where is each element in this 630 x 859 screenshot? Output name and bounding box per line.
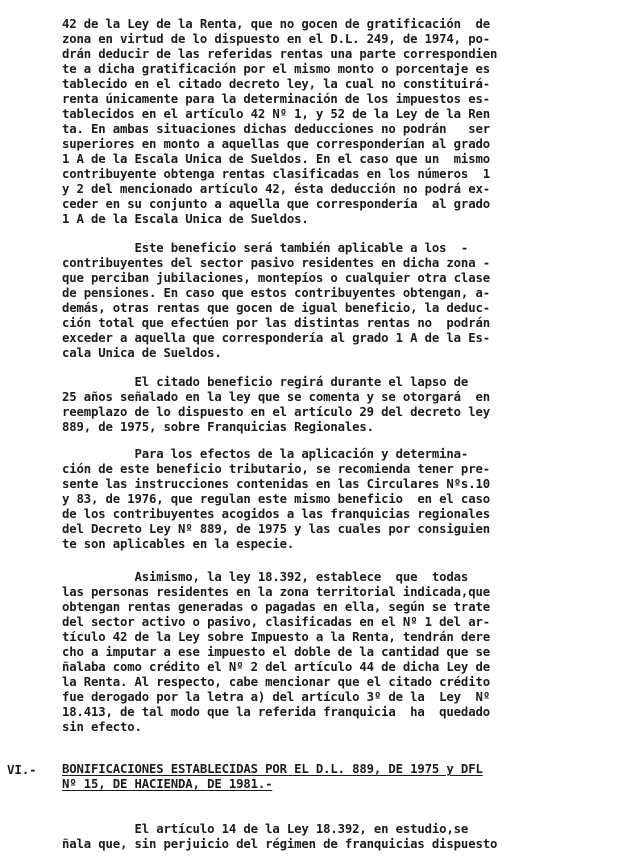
text-line: del Decreto Ley Nº 889, de 1975 y las cuales por consiguien	[62, 522, 490, 536]
section-number: VI.-	[7, 762, 37, 777]
text-line: la Renta. Al respecto, cabe mencionar que el citado crédito	[62, 675, 490, 689]
text-line: del sector activo o pasivo, clasificadas en el Nº 1 del ar-	[62, 615, 490, 629]
text-line: zona en virtud de lo dispuesto en el D.L. 249, de 1974, po-	[62, 32, 490, 46]
text-line: reemplazo de lo dispuesto en el artículo 29 del decreto ley	[62, 405, 490, 419]
text-line: ceder en su conjunto a aquella que correspondería al grado	[62, 197, 490, 211]
text-line: fue derogado por la letra a) del artículo 3º de la Ley Nº	[62, 690, 490, 704]
text-line: 1 A de la Escala Unica de Sueldos. En el caso que un mismo	[62, 152, 490, 166]
text-line: Este beneficio será también aplicable a los -	[62, 241, 469, 255]
text-line: y 2 del mencionado artículo 42, ésta deducción no podrá ex-	[62, 182, 490, 196]
text-line: 1 A de la Escala Unica de Sueldos.	[62, 212, 309, 226]
text-line: contribuyente obtenga rentas clasificadas en los números 1	[62, 167, 490, 181]
text-line: drán deducir de las referidas rentas una parte correspondien	[62, 47, 498, 61]
text-line: ñala que, sin perjuicio del régimen de franquicias dispuesto	[62, 837, 498, 851]
text-line: sente las instrucciones contenidas en las Circulares Nºs.10	[62, 477, 490, 491]
text-line: exceder a aquella que correspondería al grado 1 A de la Es-	[62, 331, 490, 345]
section-title-line: BONIFICACIONES ESTABLECIDAS POR EL D.L. 889, DE 1975 y DFL	[62, 762, 483, 776]
text-line: ción de este beneficio tributario, se recomienda tener pre-	[62, 462, 490, 476]
text-line: las personas residentes en la zona territorial indicada,que	[62, 585, 490, 599]
text-line: cala Unica de Sueldos.	[62, 346, 222, 360]
text-line: ta. En ambas situaciones dichas deducciones no podrán ser	[62, 122, 490, 136]
text-line: ción total que efectúen por las distintas rentas no podrán	[62, 316, 490, 330]
text-line: obtengan rentas generadas o pagadas en ella, según se trate	[62, 600, 490, 614]
text-line: sin efecto.	[62, 720, 142, 734]
text-line: tículo 42 de la Ley sobre Impuesto a la Renta, tendrán dere	[62, 630, 490, 644]
text-line: tablecidos en el artículo 42 Nº 1, y 52 de la Ley de la Ren	[62, 107, 490, 121]
text-line: cho a imputar a ese impuesto el doble de la cantidad que se	[62, 645, 490, 659]
text-line: de pensiones. En caso que estos contribuyentes obtengan, a-	[62, 286, 490, 300]
text-line: ñalaba como crédito el Nº 2 del artículo 44 de dicha Ley de	[62, 660, 490, 674]
text-line: te a dicha gratificación por el mismo monto o porcentaje es	[62, 62, 490, 76]
text-line: Asimismo, la ley 18.392, establece que todas	[62, 570, 469, 584]
text-line: El citado beneficio regirá durante el lapso de	[62, 375, 469, 389]
text-line: 25 años señalado en la ley que se comenta y se otorgará en	[62, 390, 490, 404]
text-line: y 83, de 1976, que regulan este mismo beneficio en el caso	[62, 492, 490, 506]
text-line: El artículo 14 de la Ley 18.392, en estudio,se	[62, 822, 469, 836]
text-line: tablecido en el citado decreto ley, la cual no constituirá-	[62, 77, 490, 91]
section-title-line: Nº 15, DE HACIENDA, DE 1981.-	[62, 777, 273, 791]
text-line: Para los efectos de la aplicación y determina-	[62, 447, 469, 461]
text-line: de los contribuyentes acogidos a las franquicias regionales	[62, 507, 490, 521]
text-line: 889, de 1975, sobre Franquicias Regionales.	[62, 420, 374, 434]
text-line: te son aplicables en la especie.	[62, 537, 295, 551]
text-line: 42 de la Ley de la Renta, que no gocen de gratificación de	[62, 17, 490, 31]
text-line: renta únicamente para la determinación de los impuestos es-	[62, 92, 490, 106]
text-line: que perciban jubilaciones, montepíos o cualquier otra clase	[62, 271, 490, 285]
text-line: superiores en monto a aquellas que corresponderían al grado	[62, 137, 490, 151]
text-line: 18.413, de tal modo que la referida franquicia ha quedado	[62, 705, 490, 719]
text-line: contribuyentes del sector pasivo residentes en dicha zona -	[62, 256, 490, 270]
text-line: demás, otras rentas que gocen de igual beneficio, la deduc-	[62, 301, 490, 315]
